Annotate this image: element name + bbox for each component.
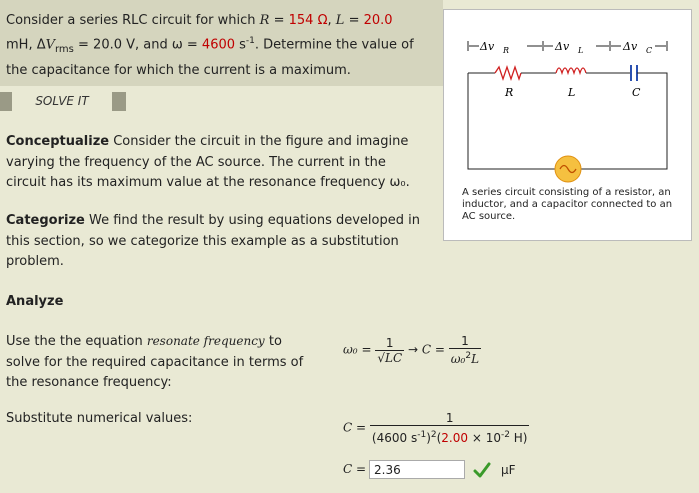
vc-label: Δv [623, 40, 638, 53]
inductance-value: 2.00 [441, 431, 469, 445]
v-subscript: rms [55, 43, 74, 55]
resistor-icon [495, 67, 521, 79]
vr-sub: R [503, 46, 510, 55]
equals: = [361, 342, 372, 357]
eq-sign: = [269, 13, 289, 28]
numerator: 1 [370, 411, 530, 426]
problem-text: the capacitance for which the current is a maximum. [6, 62, 351, 78]
den-part: ( [436, 431, 442, 445]
r-label: R [505, 86, 514, 99]
fraction [449, 334, 481, 366]
vl-label: Δv [555, 40, 570, 53]
resonance-equation [343, 334, 481, 366]
exponent: -1 [417, 430, 427, 440]
problem-intro: Consider a series RLC circuit for which [6, 13, 256, 28]
analyze-heading: Analyze [6, 294, 64, 309]
numerator: 1 [449, 334, 481, 349]
fraction [370, 411, 530, 445]
l-label: L [568, 86, 576, 99]
exponent: 2 [465, 351, 472, 361]
conceptualize-text: Consider the circuit in the figure and imagine varying the frequency of the AC source. The current in the circuit has its maximum value at the resonance frequency ω₀. [6, 134, 410, 190]
solve-it-label: SOLVE IT [12, 92, 112, 111]
l-symbol: L [471, 352, 480, 366]
equals: = [356, 420, 367, 435]
figure-caption: A series circuit consisting of a resistor, an inductor, and a capacitor connected to an AC source. [462, 187, 673, 222]
problem-text: . Determine the value of [254, 37, 414, 53]
categorize-heading: Categorize [6, 213, 85, 228]
v-symbol: V [45, 37, 55, 53]
equals: = [434, 342, 445, 357]
c-symbol: C [421, 342, 432, 357]
problem-text: = 20.0 V, and ω = [73, 37, 202, 53]
exponent: 2 [430, 430, 437, 440]
vr-label: Δv [480, 40, 495, 53]
denominator [370, 426, 530, 445]
denominator: √LC [377, 350, 403, 365]
omega0: ω₀ [450, 352, 466, 366]
eq-sign: = [344, 13, 364, 28]
conceptualize-paragraph [6, 132, 421, 194]
equals: = [356, 462, 367, 476]
correct-check-icon [473, 462, 491, 482]
problem-text: mH, Δ [6, 37, 46, 53]
c-symbol: C [343, 462, 353, 476]
c-label: C [632, 86, 641, 99]
answer-input[interactable] [369, 460, 465, 479]
den-part: H) [509, 431, 528, 445]
omega-unit: s [235, 37, 246, 53]
analyze-paragraph [6, 331, 306, 394]
circuit-diagram [443, 9, 692, 189]
numerator: 1 [375, 336, 404, 351]
l-value: 20.0 [363, 13, 393, 28]
omega-value: 4600 [201, 37, 236, 53]
inductor-icon [556, 68, 586, 73]
omega0-symbol: ω₀ [343, 342, 358, 357]
analyze-text: Use the the equation [6, 334, 147, 349]
den-part: (4600 s [371, 431, 418, 445]
comma: , [327, 13, 336, 28]
fraction [375, 336, 404, 365]
problem-statement [6, 10, 436, 81]
denominator [449, 349, 481, 366]
l-symbol: L [335, 13, 345, 28]
categorize-paragraph [6, 211, 421, 273]
vl-sub: L [578, 46, 584, 55]
vc-sub: C [646, 46, 653, 55]
c-symbol: C [343, 420, 353, 435]
omega-exponent: -1 [245, 36, 255, 46]
r-value: 154 Ω [288, 13, 328, 28]
arrow: → [407, 342, 419, 357]
analyze-text: to solve for the required capacitance in terms of the resonance frequency: [6, 334, 304, 390]
answer-label [343, 462, 366, 476]
den-part: ) [426, 431, 431, 445]
substitution-equation [343, 411, 529, 445]
r-symbol: R [259, 13, 270, 28]
equation-link[interactable]: resonate frequency [146, 334, 265, 348]
exponent: -2 [500, 430, 510, 440]
categorize-text: We find the result by using equations developed in this section, so we categorize this example as a substitution problem. [6, 213, 420, 269]
den-part: × 10 [468, 431, 501, 445]
conceptualize-heading: Conceptualize [6, 134, 110, 149]
unit-label: µF [501, 463, 516, 477]
substitute-text: Substitute numerical values: [6, 411, 193, 426]
